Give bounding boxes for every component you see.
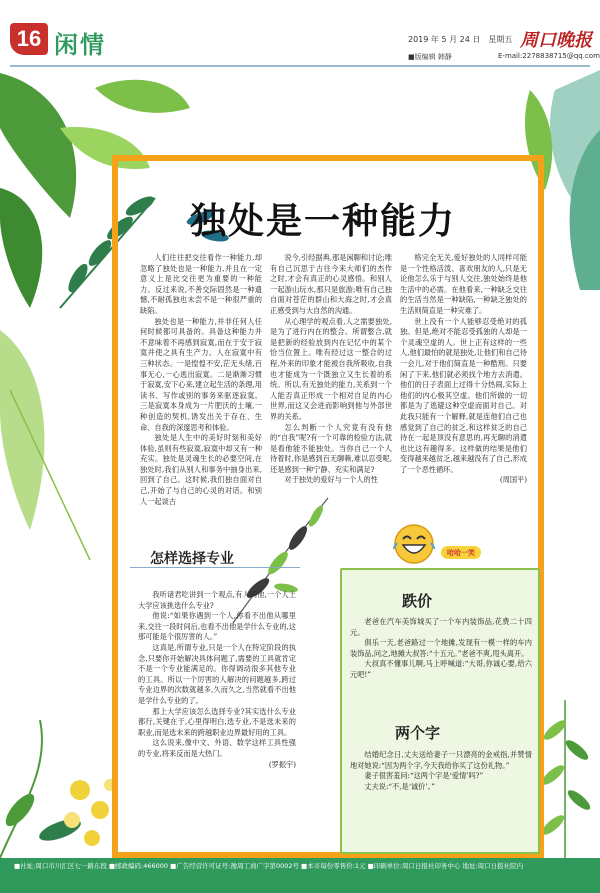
joke-title: 跌价 [402,592,433,610]
joke-body [350,750,532,792]
sidebar-title-rule [130,567,300,568]
leaf-decoration-middle-left [0,330,120,570]
header-rule [10,65,590,67]
paragraph: 怎么判断一个人究竟有没有他的“自我”呢?有一个可靠的检验方法,就是看他能不能独处。当你自己一个人待着时,你是感到百无聊赖,难以忍受呢,还是感到一种宁静、充实和满足? [270,422,392,474]
paragraph: 老爸在汽车美饰城买了一个车内装饰品,花费二十四元。 [350,617,532,637]
paragraph: 独处也是一种能力,并非任何人任何时候都可具备的。具备这种能力并不意味着不再感到寂寞,而在于安于寂寞并使之具有生产力。人在寂寞中有三种状态。一是惶惶不安,茫无头绪,百事无心,一心逃出寂寞。二是渐渐习惯于寂寞,安下心来,建立起生活的条理,用读书、写作或别的事务来驱逐寂寞。三是寂寞本身成为一片肥沃的土壤,一种创造的契机,诱发出关于存在、生命、自我的深邃思考和体验。 [140,316,262,432]
paragraph: 妻子很害羞问:“这两个字是‘爱情’吗?” [364,771,484,781]
paragraph: 从心理学的观点看,人之需要独处,是为了进行内在的整合。所谓整合,就是把新的经验放到内在记忆中的某个恰当位置上。唯有经过这一整合的过程,外来的印象才能被自我所吸收,自我也才能成为一个既独立又生长着的系统。所以,有无独处的能力,关系到一个人能否真正形成一个相对自足的内心世界,而这又会进而影响到他与外部世界的关系。 [270,316,392,421]
humor-box [340,568,540,854]
issue-date: 2019 年 5 月 24 日 星期五 [408,35,513,44]
paragraph: 格完全无关,爱好独处的人同样可能是一个性格活泼、喜欢朋友的人,只是无论他怎么乐于与别人交往,独处始终是他生活中的必需。在他看来,一种缺乏交往的生活当然是一种缺陷,一种缺乏独处的生活则简直是一种灾难了。 [400,253,527,315]
page-number-badge: 16 [10,23,48,55]
section-title: 闲情 [54,31,106,59]
paragraph: 那上大学应该怎么选择专业?其实选什么专业都行,关键在于,心里得明白,选专业,不是选未来的职业,而是选未来的跨越职业边界最好用的工具。 [138,706,296,737]
paragraph: 世上没有一个人能够忍受绝对的孤独。但是,绝对不能忍受孤独的人却是一个灵魂空虚的人。世上正有这样的一些人,他们最怕的就是独处,让他们和自己待一会儿,对于他们简直是一种酷刑。只要闲了下来,他们就必须找个地方去消遣。他们的日子表面上过得十分热闹,实际上他们的内心极其空虚。他们所做的一切都是为了逃避这种空虚而面对自己。对此我只能有一个解释,就是连他们自己也感觉到了自己的贫乏,和这样贫乏的自己待在一起是顶没有意思的,再无聊的消遣也比这有趣得多。这样做的结果是他们变得越来越贫乏,越来越没有了自己,形成了一个恶性循环。 [400,316,527,474]
joke-title: 两个字 [395,724,441,742]
article-column-1 [140,253,262,507]
editor-email: E-mail:2278838715@qq.com [498,52,600,60]
paragraph: 人们往往把交往看作一种能力,却忽略了独处也是一种能力,并且在一定意义上是比交往更为重要的一种能力。反过来说,不善交际固然是一种遗憾,不耐孤独也未尝不是一种很严重的缺陷。 [140,253,262,315]
paragraph: 大叔真不懂事儿啊,马上呼喊道:“大哥,你诚心要,给六元吧!” [350,659,532,679]
paragraph: 对于独处的爱好与一个人的性 [284,475,378,485]
article-column-3 [400,253,527,486]
author-credit: (罗振宇) [268,759,296,769]
author-credit: (周国平) [499,475,527,485]
paragraph: 说今,引经据典,那是闲聊和讨论;唯有自己沉思于古往今来大师们的杰作之时,才会有真正的心灵感悟。和别人一起游山玩水,那只是旅游;唯有自己独自面对苍茫的群山和大海之时,才会真正感受到与大自然的沟通。 [270,253,393,315]
paragraph: 这么说来,像中文、外语、数学这样工具性强的专业,将来反而是大热门。 [138,738,296,758]
joke-body [350,617,532,681]
paragraph: 丈夫说:“不,是‘诚价’。” [364,781,435,791]
paragraph: 他说:“如果你遇到一个人,你看不出他从哪里来,交往一段时间后,也看不出他是学什么专业的,这那可能是个很厉害的人。” [138,611,296,642]
footer-info: ■社址:周口市川汇区七一路东段 ■邮政编码:466000 ■广告经营许可证号:豫周工商广字第0002号 ■本市每份零售价:1元 ■印刷单位:周口日报社印务中心 地址:周口日报社院内 [14,862,524,870]
paragraph: 独处是人生中的美好时刻和美好体验,虽则有些寂寞,寂寞中却又有一种充实。独处是灵魂生长的必要空间,在独处时,我们从别人和事务中抽身出来,回到了自己。这时候,我们独自面对自己,开始了与自己的心灵的对话。和别人一起谈古 [140,433,262,506]
paragraph: 我听诸君吃讲到一个观点,有人问他,一个人上大学应该挑选什么专业? [138,590,296,610]
sidebar-article-body [138,590,296,770]
humor-badge: 哈哈一笑 [441,546,481,559]
article-title: 独处是一种能力 [190,201,457,242]
paragraph: 结婚纪念日,丈夫送给妻子一只漂亮的金戒指,并赞情地对她说:“因为两个字,今天我给你买了这份礼物。” [350,750,532,770]
laughing-face-icon [393,523,435,565]
sidebar-article-title: 怎样选择专业 [150,551,234,567]
paragraph: 这真是,所谓专业,只是一个人在特定阶段的执念,只要你开始解决具体问题了,需要的工具就肯定不是一个专业能满足的。你得调动很多其他专业的工具。所以一个厉害的人解决的问题越多,跨过专业边界的次数就越多,久而久之,当然就看不出他是学什么专业的了。 [138,642,296,705]
paragraph: 俱乐一天,老爸路过一个地摊,发现有一模一样的车内装饰品,问之,地摊大叔答:“十五元。”老爸不爽,甩头离开。 [350,638,532,658]
editor-credit: ■版编辑 韩静 [408,53,452,61]
article-column-2 [270,253,392,486]
newspaper-logo: 周口晚报 [520,30,592,51]
